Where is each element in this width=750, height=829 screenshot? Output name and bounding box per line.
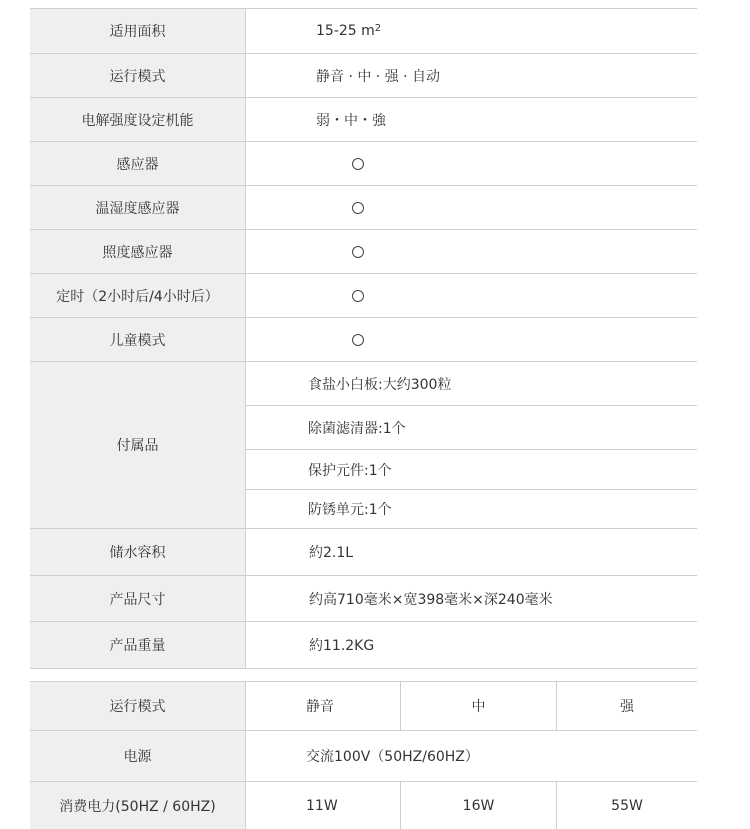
spec-row-child-mode bbox=[30, 318, 697, 362]
spec-row-weight bbox=[30, 622, 697, 669]
power-row-source bbox=[30, 731, 697, 782]
spec-row-accessories bbox=[30, 362, 697, 529]
spec-value: 約11.2KG bbox=[309, 638, 375, 654]
spec-row-run-mode bbox=[30, 54, 697, 98]
spec-value: 弱・中・強 bbox=[316, 112, 386, 129]
spec-row-area bbox=[30, 9, 697, 54]
spec-label: 适用面积 bbox=[30, 9, 246, 53]
spec-label: 电解强度设定机能 bbox=[30, 98, 246, 141]
consumption-quiet: 11W bbox=[306, 797, 338, 814]
power-label: 消费电力(50HZ / 60HZ) bbox=[30, 782, 246, 829]
area-unit-sup: 2 bbox=[374, 22, 382, 34]
spec-row-sensor bbox=[30, 142, 697, 186]
spec-label: 照度感应器 bbox=[30, 230, 246, 273]
mode-mid: 中 bbox=[400, 682, 556, 730]
spec-label: 产品重量 bbox=[30, 622, 246, 668]
spec-row-size bbox=[30, 576, 697, 622]
power-source-value: 交流100V（50HZ/60HZ） bbox=[306, 749, 479, 765]
spec-value: 約2.1L bbox=[309, 545, 354, 561]
spec-label: 定时（2小时后/4小时后） bbox=[30, 274, 246, 317]
available-circle-icon bbox=[352, 246, 364, 258]
power-label: 电源 bbox=[30, 731, 246, 781]
available-circle-icon bbox=[352, 158, 364, 170]
available-circle-icon bbox=[352, 334, 364, 346]
spec-row-humidity-sensor bbox=[30, 186, 697, 230]
power-row-consumption bbox=[30, 782, 697, 829]
spec-label: 儿童模式 bbox=[30, 318, 246, 361]
spec-label: 付属品 bbox=[30, 362, 246, 528]
power-row-mode bbox=[30, 682, 697, 731]
spec-value: 约高710毫米×宽398毫米×深240毫米 bbox=[309, 591, 553, 608]
mode-quiet: 静音 bbox=[306, 699, 334, 715]
available-circle-icon bbox=[352, 290, 364, 302]
power-label: 运行模式 bbox=[30, 682, 246, 730]
mode-strong: 强 bbox=[556, 682, 697, 730]
area-value: 15-25 m bbox=[316, 23, 375, 39]
accessory-item: 除菌滤清器:1个 bbox=[246, 406, 697, 450]
spec-row-light-sensor bbox=[30, 230, 697, 274]
accessory-item: 防锈单元:1个 bbox=[308, 502, 392, 518]
spec-label: 产品尺寸 bbox=[30, 576, 246, 621]
spec-row-electrolysis bbox=[30, 98, 697, 142]
available-circle-icon bbox=[352, 202, 364, 214]
spec-table bbox=[30, 8, 697, 669]
accessory-item: 保护元件:1个 bbox=[246, 450, 697, 490]
accessory-item: 食盐小白板:大约300粒 bbox=[246, 362, 697, 406]
spec-label: 储水容积 bbox=[30, 529, 246, 575]
consumption-strong: 55W bbox=[556, 782, 697, 829]
consumption-mid: 16W bbox=[400, 782, 556, 829]
spec-row-water-capacity bbox=[30, 529, 697, 576]
spec-label: 运行模式 bbox=[30, 54, 246, 97]
spec-label: 温湿度感应器 bbox=[30, 186, 246, 229]
spec-label: 感应器 bbox=[30, 142, 246, 185]
spec-value-area bbox=[246, 9, 697, 53]
spec-row-timer bbox=[30, 274, 697, 318]
power-table bbox=[30, 681, 697, 829]
spec-value: 静音 · 中 · 强 · 自动 bbox=[316, 68, 441, 85]
